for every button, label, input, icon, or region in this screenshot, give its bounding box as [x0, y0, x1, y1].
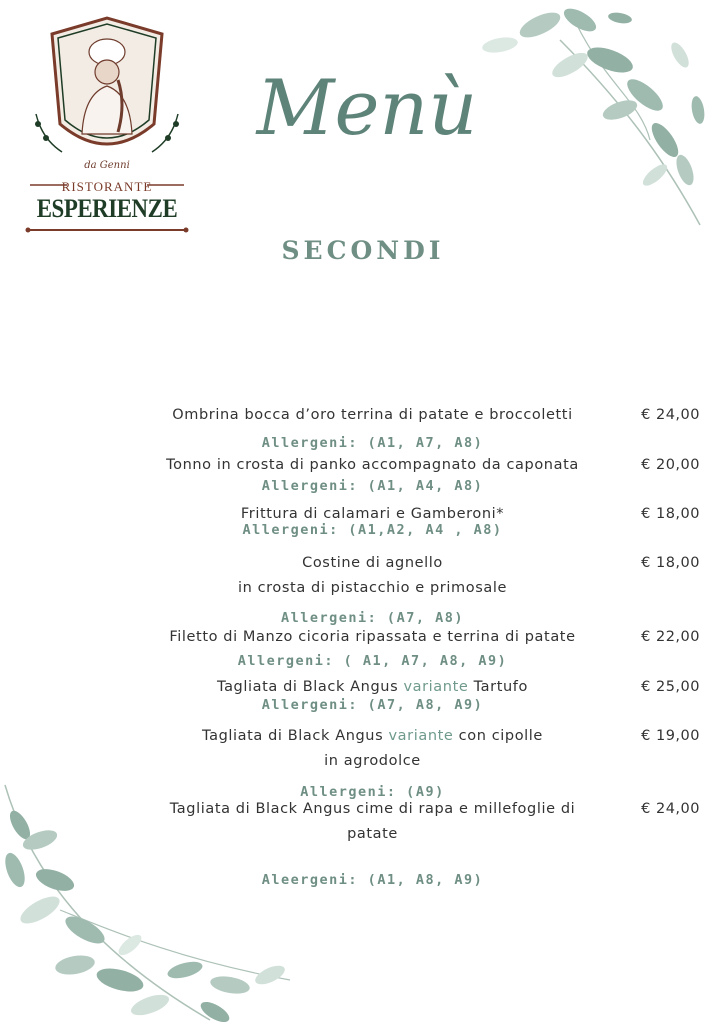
dish-allergens: Allergeni: (A9): [300, 784, 445, 800]
dish-price: € 22,00: [641, 629, 700, 645]
restaurant-logo: [22, 14, 192, 239]
dish-name: Ombrina bocca d’oro terrina di patate e broccoletti: [172, 407, 573, 423]
dish-allergens: Allergeni: (A1, A7, A8): [261, 435, 484, 451]
dish-allergens: Aleergeni: (A1, A8, A9): [261, 872, 484, 888]
dish-price: € 18,00: [641, 506, 700, 522]
variant-label: variante: [403, 679, 469, 695]
dish-name: Tonno in crosta di panko accompagnato da caponata: [166, 457, 579, 473]
dish-name: Filetto di Manzo cicoria ripassata e terrina di patate: [169, 629, 576, 645]
dish-price: € 24,00: [641, 801, 700, 817]
dish-allergens: Allergeni: (A1,A2, A4 , A8): [242, 522, 503, 538]
dish-price: € 25,00: [641, 679, 700, 695]
dish-name-part: Tartufo: [473, 679, 528, 695]
dish-name-line2: patate: [347, 826, 398, 842]
variant-label: variante: [388, 728, 454, 744]
dish-name-part: Tagliata di Black Angus: [202, 728, 384, 744]
dish-name-part: Tagliata di Black Angus: [217, 679, 399, 695]
page-title: Menù: [256, 63, 478, 152]
dish-price: € 20,00: [641, 457, 700, 473]
dish-price: € 18,00: [641, 555, 700, 571]
dish-price: € 24,00: [641, 407, 700, 423]
dish-name-line1: Tagliata di Black Angus cime di rapa e millefoglie di: [169, 801, 576, 817]
section-heading: SECONDI: [281, 236, 445, 265]
dish-allergens: Allergeni: (A1, A4, A8): [261, 478, 484, 494]
dish-name-line2: in agrodolce: [324, 753, 421, 769]
dish-name: Frittura di calamari e Gamberoni*: [240, 506, 505, 522]
logo-signature: da Genni: [84, 160, 130, 171]
dish-allergens: Allergeni: ( A1, A7, A8, A9): [237, 653, 508, 669]
logo-subtitle: RISTORANTE: [61, 179, 153, 194]
dish-name-line1: Costine di agnello: [302, 555, 443, 571]
logo-name: ESPERIENZE: [36, 194, 178, 223]
dish-name-part: con cipolle: [458, 728, 543, 744]
dish-allergens: Allergeni: (A7, A8): [281, 610, 464, 626]
dish-allergens: Allergeni: (A7, A8, A9): [261, 697, 484, 713]
dish-name-line2: in crosta di pistacchio e primosale: [237, 580, 507, 596]
dish-name-line1: [130, 724, 615, 748]
dish-price: € 19,00: [641, 728, 700, 744]
